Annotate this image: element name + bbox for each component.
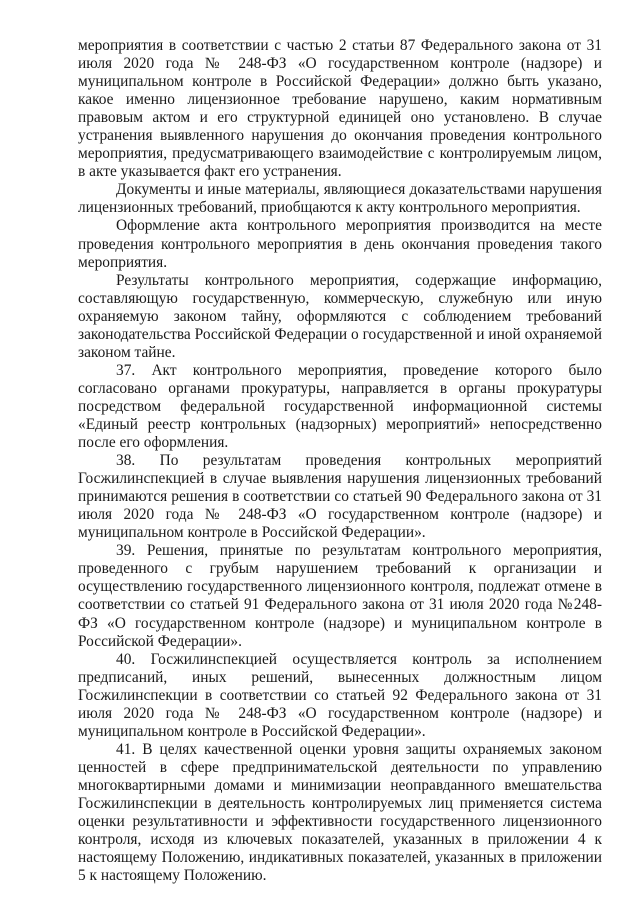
- paragraph-continuation: мероприятия в соответствии с частью 2 статьи 87 Федерального закона от 31 июля 2020 года № 248-ФЗ «О государственном контроле (надзоре) и муниципальном контроле в Российской Федерации» должно быть указано, какое именно лицензионное требование нарушено, каким нормативным правовым актом и его структурной единицей оно установлено. В случае устранения выявленного нарушения до окончания проведения контрольного мероприятия, предусматривающего взаимодействие с контролируемым лицом, в акте указывается факт его устранения.: [78, 37, 602, 181]
- paragraph-item-38: 38. По результатам проведения контрольных мероприятий Госжилинспекцией в случае выявления нарушения лицензионных требований принимаются решения в соответствии со статьей 90 Федерального закона от 31 июля 2020 года № 248-ФЗ «О государственном контроле (надзоре) и муниципальном контроле в Российской Федерации».: [78, 452, 602, 542]
- paragraph-item-40: 40. Госжилинспекцией осуществляется контроль за исполнением предписаний, иных решений, вынесенных должностным лицом Госжилинспекции в соответствии со статьей 92 Федерального закона от 31 июля 2020 года № 248-ФЗ «О государственном контроле (надзоре) и муниципальном контроле в Российской Федерации».: [78, 650, 602, 740]
- paragraph-item-37: 37. Акт контрольного мероприятия, проведение которого было согласовано органами прокуратуры, направляется в органы прокуратуры посредством федеральной государственной информационной системы «Единый реестр контрольных (надзорных) мероприятий» непосредственно после его оформления.: [78, 361, 602, 452]
- document-body: [78, 37, 602, 885]
- paragraph-secret-information: Результаты контрольного мероприятия, содержащие информацию, составляющую государственную, коммерческую, служебную или иную охраняемую законом тайну, оформляются с соблюдением требований законодательства Российской Федерации о государственной и иной охраняемой законом тайне.: [78, 271, 602, 361]
- paragraph-item-41: 41. В целях качественной оценки уровня защиты охраняемых законом ценностей в сфере предпринимательской деятельности по управлению многоквартирными домами и минимизации неоправданного вмешательства Госжилинспекции в деятельность контролируемых лиц применяется система оценки результативности и эффективности государственного лицензионного контроля, исходя из ключевых показателей, указанных в приложении 4 к настоящему Положению, индикативных показателей, указанных в приложении 5 к настоящему Положению.: [78, 740, 602, 885]
- paragraph-item-39: 39. Решения, принятые по результатам контрольного мероприятия, проведенного с грубым нарушением требований к организации и осуществлению государственного лицензионного контроля, подлежат отмене в соответствии со статьей 91 Федерального закона от 31 июля 2020 года №248-ФЗ «О государственном контроле (надзоре) и муниципальном контроле в Российской Федерации».: [78, 542, 602, 650]
- paragraph-act-registration: Оформление акта контрольного мероприятия производится на месте проведения контрольного мероприятия в день окончания проведения такого мероприятия.: [78, 217, 602, 271]
- paragraph-evidence-documents: Документы и иные материалы, являющиеся доказательствами нарушения лицензионных требований, приобщаются к акту контрольного мероприятия.: [78, 181, 602, 217]
